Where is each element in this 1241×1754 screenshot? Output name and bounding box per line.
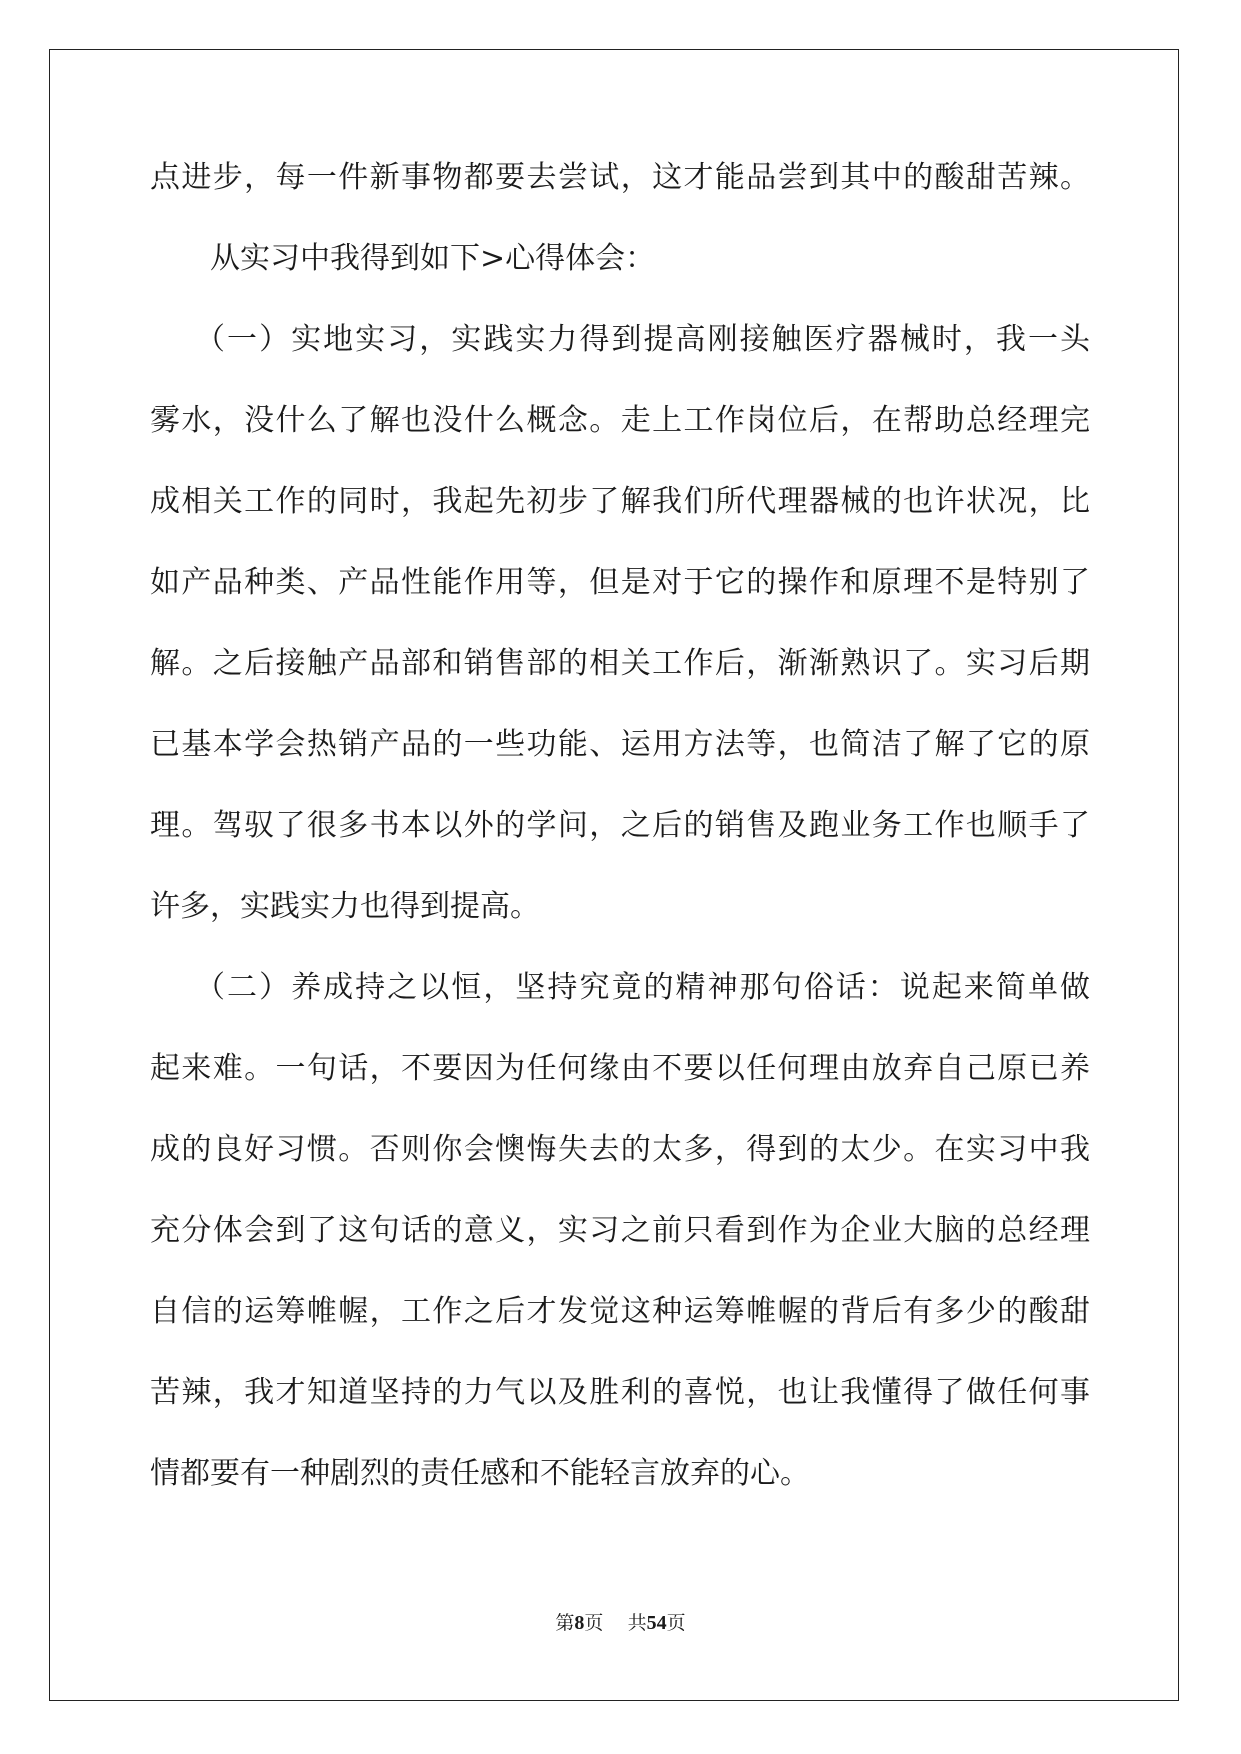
text-line: 苦辣，我才知道坚持的力气以及胜利的喜悦，也让我懂得了做任何事	[150, 1375, 1090, 1410]
text-line: 充分体会到了这句话的意义，实习之前只看到作为企业大脑的总经理	[150, 1213, 1090, 1248]
document-body	[150, 158, 1090, 1535]
text-line: 从实习中我得到如下>心得体会：	[210, 241, 656, 276]
text-line: 如产品种类、产品性能作用等，但是对于它的操作和原理不是特别了	[150, 565, 1090, 600]
text-line: 点进步，每一件新事物都要去尝试，这才能品尝到其中的酸甜苦辣。	[150, 160, 1090, 195]
text-line: 起来难。一句话，不要因为任何缘由不要以任何理由放弃自己原已养	[150, 1051, 1090, 1086]
page-footer	[0, 1608, 1241, 1635]
text-line: 情都要有一种剧烈的责任感和不能轻言放弃的心。	[150, 1456, 810, 1491]
text-line: 自信的运筹帷幄，工作之后才发觉这种运筹帷幄的背后有多少的酸甜	[150, 1294, 1090, 1329]
text-line: （二）养成持之以恒，坚持究竟的精神那句俗话：说起来简单做	[195, 970, 1090, 1005]
page-number: 8	[574, 1612, 585, 1634]
text-line: 成相关工作的同时，我起先初步了解我们所代理器械的也许状况，比	[150, 484, 1090, 519]
page-suffix: 页	[584, 1612, 604, 1634]
total-pages: 54	[646, 1612, 667, 1634]
text-line: （一）实地实习，实践实力得到提高刚接触医疗器械时，我一头	[195, 322, 1090, 357]
text-line: 解。之后接触产品部和销售部的相关工作后，渐渐熟识了。实习后期	[150, 646, 1090, 681]
text-line: 已基本学会热销产品的一些功能、运用方法等，也简洁了解了它的原	[150, 727, 1090, 762]
total-suffix: 页	[666, 1612, 686, 1634]
total-prefix: 共	[627, 1612, 647, 1634]
page-prefix: 第	[555, 1612, 575, 1634]
text-line: 许多，实践实力也得到提高。	[150, 889, 540, 924]
text-line: 雾水，没什么了解也没什么概念。走上工作岗位后，在帮助总经理完	[150, 403, 1090, 438]
text-line: 理。驾驭了很多书本以外的学问，之后的销售及跑业务工作也顺手了	[150, 808, 1090, 843]
text-line: 成的良好习惯。否则你会懊悔失去的太多，得到的太少。在实习中我	[150, 1132, 1090, 1167]
